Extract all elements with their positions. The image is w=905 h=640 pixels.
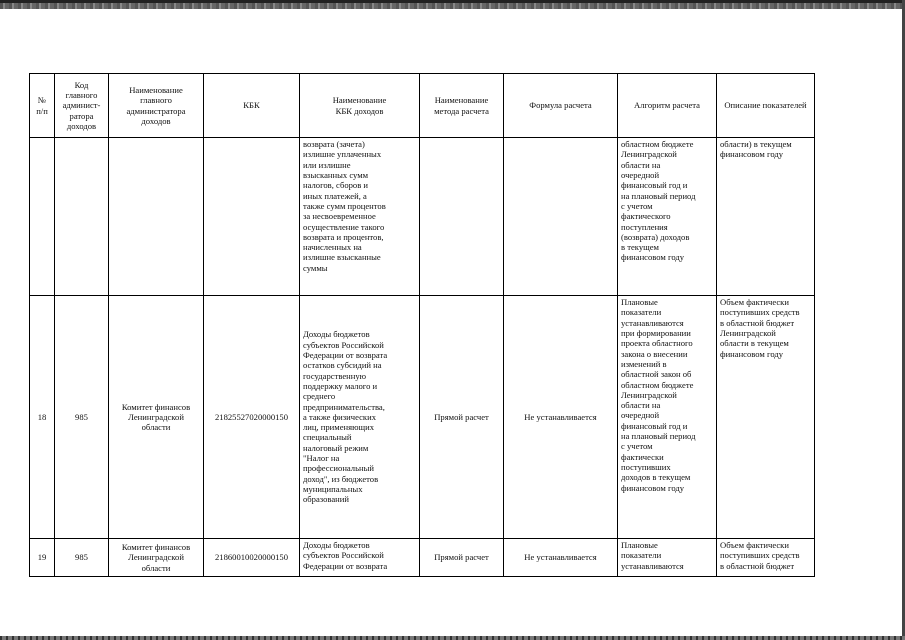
cell-num	[30, 138, 55, 296]
cell-description: области) в текущем финансовом году	[717, 138, 815, 296]
cell-method: Прямой расчет	[420, 296, 504, 539]
header-algorithm: Алгоритм расчета	[618, 74, 717, 138]
cell-description: Объем фактически поступивших средств в областной бюджет Ленинградской области в текущем финансовом году	[717, 296, 815, 539]
cell-kbk: 21860010020000150	[204, 539, 300, 577]
cell-num: 19	[30, 539, 55, 577]
cell-kbk-name: возврата (зачета) излишне уплаченных или излишне взысканных сумм налогов, сборов и иных платежей, а также сумм процентов за несвоевременное осуществление такого возврата и процентов, начисленных на излишне взысканные суммы	[300, 138, 420, 296]
cell-method	[420, 138, 504, 296]
cell-description: Объем фактически поступивших средств в областной бюджет	[717, 539, 815, 577]
cell-kbk-name: Доходы бюджетов субъектов Российской Федерации от возврата остатков субсидий на государственную поддержку малого и среднего предпринимательства, а также физических лиц, применяющих специальный налоговый режим "Налог на профессиональный доход", из бюджетов муниципальных образований	[300, 296, 420, 539]
cell-algorithm: Плановые показатели устанавливаются	[618, 539, 717, 577]
table-row	[30, 539, 815, 577]
cell-admin-code: 985	[55, 296, 109, 539]
cell-kbk: 21825527020000150	[204, 296, 300, 539]
cell-formula: Не устанавливается	[504, 539, 618, 577]
cell-formula: Не устанавливается	[504, 296, 618, 539]
cell-kbk-name: Доходы бюджетов субъектов Российской Федерации от возврата	[300, 539, 420, 577]
cell-admin-name: Комитет финансов Ленинградской области	[109, 296, 204, 539]
header-kbk-name: Наименование КБК доходов	[300, 74, 420, 138]
header-description: Описание показателей	[717, 74, 815, 138]
cell-algorithm: областном бюджете Ленинградской области на очередной финансовый год и на плановый период с учетом фактического поступления (возврата) доходов в текущем финансовом году	[618, 138, 717, 296]
cell-algorithm: Плановые показатели устанавливаются при формировании проекта областного закона о внесении изменений в областной закон об областном бюджете Ленинградской области на очередной финансовый год и на плановый период с учетом фактически поступивших доходов в текущем финансовом году	[618, 296, 717, 539]
cell-admin-code	[55, 138, 109, 296]
cell-admin-code: 985	[55, 539, 109, 577]
cell-admin-name: Комитет финансов Ленинградской области	[109, 539, 204, 577]
header-kbk: КБК	[204, 74, 300, 138]
cell-method: Прямой расчет	[420, 539, 504, 577]
header-admin-name: Наименование главного администратора доходов	[109, 74, 204, 138]
table-row	[30, 296, 815, 539]
cell-formula	[504, 138, 618, 296]
header-method: Наименование метода расчета	[420, 74, 504, 138]
revenue-methods-table	[29, 73, 815, 577]
header-admin-code: Код главного админист- ратора доходов	[55, 74, 109, 138]
table-row	[30, 138, 815, 296]
cell-kbk	[204, 138, 300, 296]
header-num: № п/п	[30, 74, 55, 138]
scan-bottom-edge	[0, 636, 905, 640]
scan-top-edge	[0, 0, 905, 9]
cell-num: 18	[30, 296, 55, 539]
header-formula: Формула расчета	[504, 74, 618, 138]
table-header-row	[30, 74, 815, 138]
cell-admin-name	[109, 138, 204, 296]
